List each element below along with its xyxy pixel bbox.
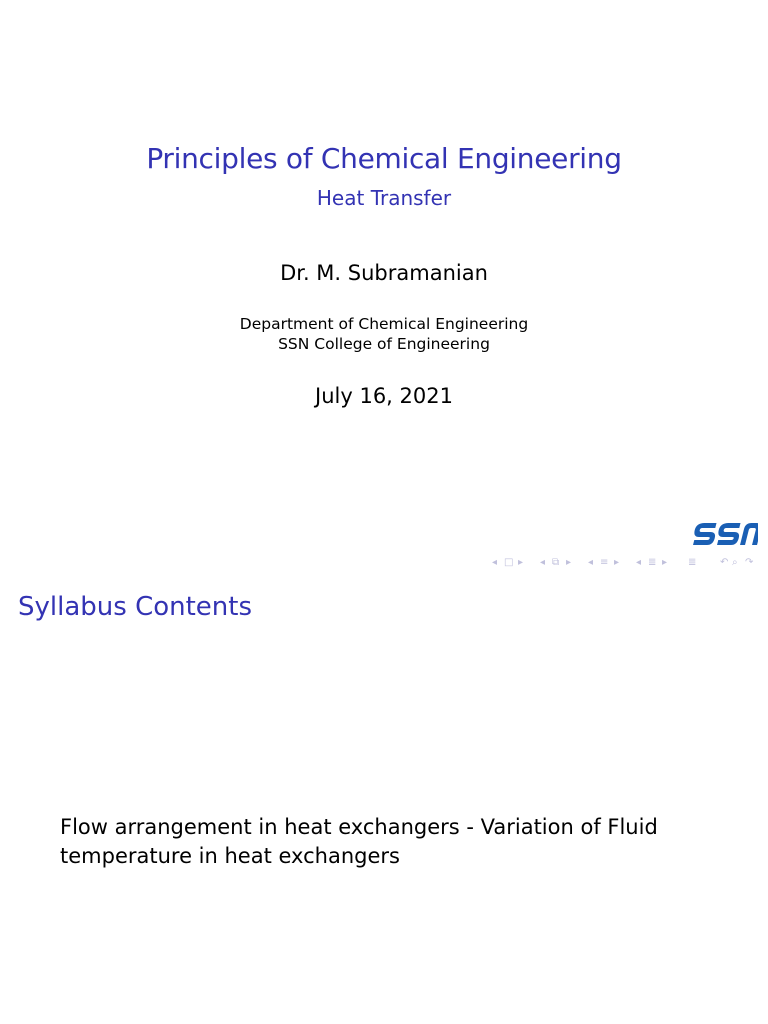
nav-subsection-icon[interactable]: ≡ — [600, 557, 609, 568]
body-line: Flow arrangement in heat exchangers - Variation of Fluid — [60, 815, 658, 839]
nav-back-icon[interactable]: ↶ — [720, 557, 729, 568]
ssn-logo-mark — [692, 523, 758, 545]
presentation-title: Principles of Chemical Engineering — [146, 142, 622, 175]
nav-slide-icon[interactable]: □ — [504, 557, 514, 568]
beamer-navigation-bar — [490, 556, 762, 570]
frame-title: Syllabus Contents — [18, 592, 253, 622]
nav-prev-subsection[interactable]: ◂ — [588, 557, 594, 568]
nav-search-icon[interactable]: ⌕ — [732, 557, 738, 568]
nav-next-subsection[interactable]: ▸ — [614, 557, 620, 568]
nav-frame-icon[interactable]: ⧉ — [552, 557, 560, 568]
syllabus-slide — [0, 576, 768, 1024]
nav-next-slide[interactable]: ▸ — [518, 557, 524, 568]
presentation-subtitle: Heat Transfer — [316, 186, 452, 210]
nav-next-section[interactable]: ▸ — [662, 557, 668, 568]
nav-prev-slide[interactable]: ◂ — [492, 557, 498, 568]
ssn-logo — [692, 517, 758, 553]
department-name: Department of Chemical Engineering — [239, 315, 529, 333]
nav-next-frame[interactable]: ▸ — [566, 557, 572, 568]
presentation-date: July 16, 2021 — [315, 384, 453, 408]
syllabus-body — [60, 813, 700, 871]
body-line: temperature in heat exchangers — [60, 844, 400, 868]
author-name: Dr. M. Subramanian — [280, 261, 488, 285]
institution-block — [0, 314, 768, 354]
nav-section-icon[interactable]: ≣ — [648, 557, 657, 568]
nav-document-icon[interactable]: ≣ — [688, 557, 697, 568]
nav-prev-section[interactable]: ◂ — [636, 557, 642, 568]
college-name: SSN College of Engineering — [278, 335, 490, 353]
nav-forward-icon[interactable]: ↷ — [745, 557, 754, 568]
nav-prev-frame[interactable]: ◂ — [540, 557, 546, 568]
